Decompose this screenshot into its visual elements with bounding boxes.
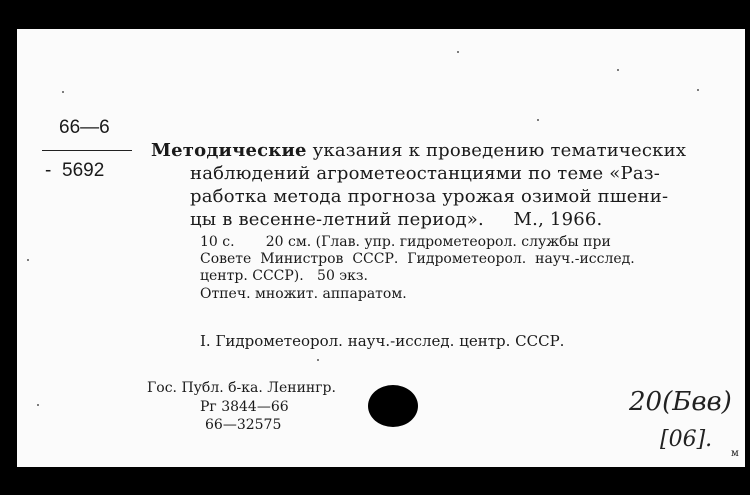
entry-lead: Методические bbox=[151, 140, 307, 161]
paper-speck bbox=[617, 69, 619, 71]
collation-line-4: Отпеч. множит. аппаратом. bbox=[200, 286, 407, 302]
handwritten-mark: м bbox=[731, 448, 739, 459]
paper-speck bbox=[697, 89, 699, 91]
entry-line-1-rest: указания к проведению тематических bbox=[312, 140, 687, 161]
classmark-top: 66—6 bbox=[59, 117, 110, 138]
collation-line-1: 10 с. 20 см. (Глав. упр. гидрометеорол. службы при bbox=[200, 234, 611, 250]
handwritten-note: [06]. bbox=[660, 427, 713, 452]
entry-line-2: наблюдений агрометеостанциями по теме «Раз- bbox=[190, 163, 661, 184]
collation-line-3: центр. СССР). 50 экз. bbox=[200, 268, 368, 284]
handwritten-shelfmark: 20(Бвв) bbox=[629, 387, 732, 417]
paper-speck bbox=[317, 359, 319, 361]
paper-speck bbox=[27, 259, 29, 261]
paper-speck bbox=[62, 91, 64, 93]
library-line-1: Гос. Публ. б-ка. Ленингр. bbox=[147, 380, 336, 396]
tracing: I. Гидрометеорол. науч.-исслед. центр. СССР. bbox=[200, 332, 565, 350]
paper-speck bbox=[457, 51, 459, 53]
paper-speck bbox=[537, 119, 539, 121]
punch-hole bbox=[368, 385, 418, 427]
entry-line-1 bbox=[151, 140, 686, 161]
classmark-bottom: 5692 bbox=[62, 160, 105, 181]
entry-line-4: цы в весенне-летний период». М., 1966. bbox=[190, 209, 603, 230]
library-line-2: Рг 3844—66 bbox=[200, 399, 289, 415]
classmark-dash: - bbox=[45, 160, 52, 181]
classmark-rule bbox=[42, 150, 132, 151]
collation-line-2: Совете Министров СССР. Гидрометеорол. науч.-исслед. bbox=[200, 251, 635, 267]
catalog-card bbox=[17, 29, 745, 467]
library-line-3: 66—32575 bbox=[205, 417, 282, 433]
paper-speck bbox=[37, 404, 39, 406]
entry-line-3: работка метода прогноза урожая озимой пшени- bbox=[190, 186, 669, 207]
